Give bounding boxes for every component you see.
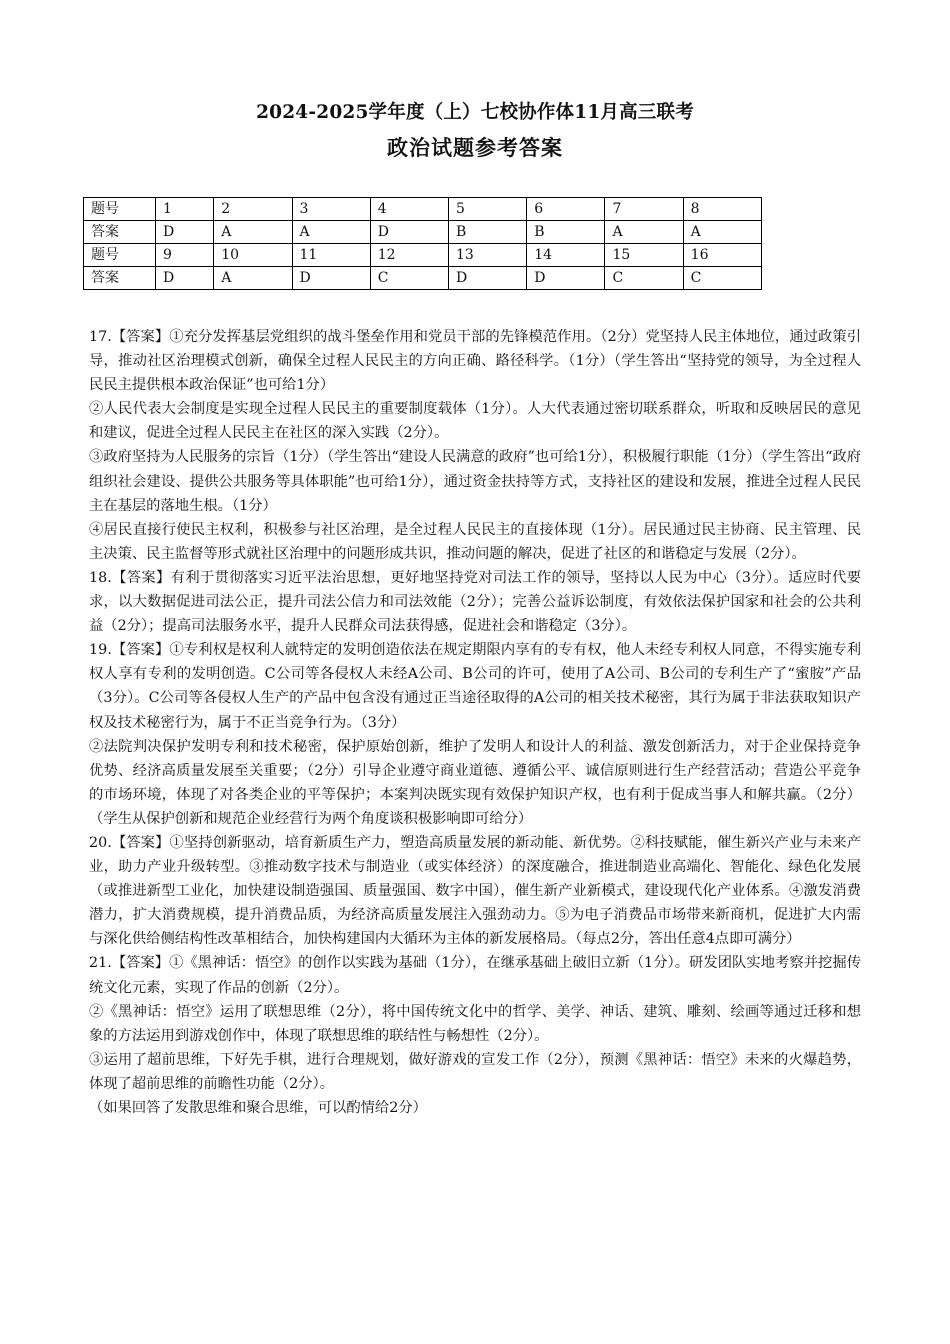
answer-table — [83, 197, 762, 290]
answer-text-body — [89, 325, 861, 1120]
answer-paragraph: 21.【答案】①《黑神话：悟空》的创作以实践为基础（1分），在继承基础上破旧立新（1分）。研发团队实地考察并挖掘传统文化元素，实现了作品的创新（2分）。 — [89, 955, 861, 996]
table-cell: 9 — [156, 244, 214, 267]
answer-paragraph: 17.【答案】①充分发挥基层党组织的战斗堡垒作用和党员干部的先锋模范作用。（2分）党坚持人民主体地位，通过政策引导，推动社区治理模式创新，确保全过程人民民主的方向正确、路径科学。（1分）（学生答出“坚持党的领导，为全过程人民民主提供根本政治保证”也可给1分） — [89, 329, 861, 394]
table-cell: C — [683, 267, 761, 290]
table-row — [84, 267, 762, 290]
table-row-label: 题号 — [84, 244, 156, 267]
table-cell: 16 — [683, 244, 761, 267]
table-cell: 15 — [605, 244, 683, 267]
answer-paragraph: 20.【答案】①坚持创新驱动，培育新质生产力，塑造高质量发展的新动能、新优势。②科技赋能，催生新兴产业与未来产业，助力产业升级转型。③推动数字技术与制造业（或实体经济）的深度融合，推进制造业高端化、智能化、绿色化发展（或推进新型工业化，加快建设制造强国、质量强国、数字中国），催生新产业新模式，建设现代化产业体系。④激发消费潜力，扩大消费规模，提升消费品质，为经济高质量发展注入强劲动力。⑤为电子消费品市场带来新商机，促进扩大内需与深化供给侧结构性改革相结合，加快构建国内大循环为主体的新发展格局。（每点2分，答出任意4点即可满分） — [89, 834, 861, 948]
answer-paragraph: ④居民直接行使民主权利，积极参与社区治理，是全过程人民民主的直接体现（1分）。居民通过民主协商、民主管理、民主决策、民主监督等形式就社区治理中的问题形成共识，推动问题的解决，促进了社区的和谐稳定与发展（2分）。 — [89, 521, 861, 562]
table-cell: D — [156, 221, 214, 244]
table-cell: 10 — [214, 244, 292, 267]
table-cell: 14 — [527, 244, 605, 267]
table-cell: 11 — [292, 244, 370, 267]
table-cell: 13 — [448, 244, 526, 267]
table-cell: D — [156, 267, 214, 290]
table-row — [84, 221, 762, 244]
table-row-label: 答案 — [84, 221, 156, 244]
answer-paragraph: ③运用了超前思维，下好先手棋，进行合理规划，做好游戏的宣发工作（2分），预测《黑神话：悟空》未来的火爆趋势，体现了超前思维的前瞻性功能（2分）。 — [89, 1051, 861, 1092]
table-row — [84, 244, 762, 267]
table-cell: D — [370, 221, 448, 244]
table-row-label: 题号 — [84, 198, 156, 221]
table-cell: A — [292, 221, 370, 244]
exam-subtitle: 政治试题参考答案 — [387, 135, 563, 160]
answer-paragraph: ②《黑神话：悟空》运用了联想思维（2分），将中国传统文化中的哲学、美学、神话、建筑、雕刻、绘画等通过迁移和想象的方法运用到游戏创作中，体现了联想思维的联结性与畅想性（2分）。 — [89, 1003, 861, 1044]
table-cell: 5 — [448, 198, 526, 221]
answer-paragraph: ②人民代表大会制度是实现全过程人民民主的重要制度载体（1分）。人大代表通过密切联系群众，听取和反映居民的意见和建议，促进全过程人民民主在社区的深入实践（2分）。 — [89, 401, 861, 442]
table-cell: A — [214, 221, 292, 244]
table-cell: D — [292, 267, 370, 290]
table-cell: 12 — [370, 244, 448, 267]
answer-paragraph: ③政府坚持为人民服务的宗旨（1分）（学生答出“建设人民满意的政府”也可给1分），积极履行职能（1分）（学生答出“政府组织社会建设、提供公共服务等具体职能”也可给1分），通过资金扶持等方式，支持社区的建设和发展，推进全过程人民民主在基层的落地生根。（1分） — [89, 449, 861, 514]
table-cell: C — [370, 267, 448, 290]
exam-title: 2024-2025学年度（上）七校协作体11月高三联考 — [256, 102, 694, 123]
table-cell: 6 — [527, 198, 605, 221]
answer-paragraph: （如果回答了发散思维和聚合思维，可以酌情给2分） — [89, 1100, 427, 1116]
table-cell: A — [605, 221, 683, 244]
table-cell: 4 — [370, 198, 448, 221]
answer-paragraph: 18.【答案】有利于贯彻落实习近平法治思想，更好地坚持党对司法工作的领导，坚持以人民为中心（3分）。适应时代要求，以大数据促进司法公正，提升司法公信力和司法效能（2分）；完善公益诉讼制度，有效依法保护国家和社会的公共利益（2分）；提高司法服务水平，提升人民群众司法获得感，促进社会和谐稳定（3分）。 — [89, 569, 861, 635]
table-row-label: 答案 — [84, 267, 156, 290]
answer-paragraph: 19.【答案】①专利权是权利人就特定的发明创造依法在规定期限内享有的专有权，他人未经专利权人同意，不得实施专利权人享有专利的发明创造。C公司等各侵权人未经A公司、B公司的许可，使用了A公司、B公司的专利生产了“蜜胺”产品（3分）。C公司等各侵权人生产的产品中包含没有通过正当途径取得的A公司的相关技术秘密，其行为属于非法获取知识产权及技术秘密行为，属于不正当竞争行为。（3分） — [89, 642, 861, 731]
table-cell: D — [448, 267, 526, 290]
table-cell: D — [527, 267, 605, 290]
table-cell: B — [448, 221, 526, 244]
table-cell: B — [527, 221, 605, 244]
table-row — [84, 198, 762, 221]
table-cell: A — [214, 267, 292, 290]
table-cell: A — [683, 221, 761, 244]
table-cell: 7 — [605, 198, 683, 221]
table-cell: 3 — [292, 198, 370, 221]
table-cell: C — [605, 267, 683, 290]
table-cell: 2 — [214, 198, 292, 221]
table-cell: 8 — [683, 198, 761, 221]
table-cell: 1 — [156, 198, 214, 221]
answer-paragraph: ②法院判决保护发明专利和技术秘密，保护原始创新，维护了发明人和设计人的利益、激发创新活力，对于企业保持竞争优势、经济高质量发展至关重要；（2分）引导企业遵守商业道德、遵循公平、诚信原则进行生产经营活动；营造公平竞争的市场环境，体现了对各类企业的平等保护；本案判决既实现有效保护知识产权，也有利于促成当事人和解共赢。（2分）（学生从保护创新和规范企业经营行为两个角度谈积极影响即可给分） — [89, 738, 861, 827]
